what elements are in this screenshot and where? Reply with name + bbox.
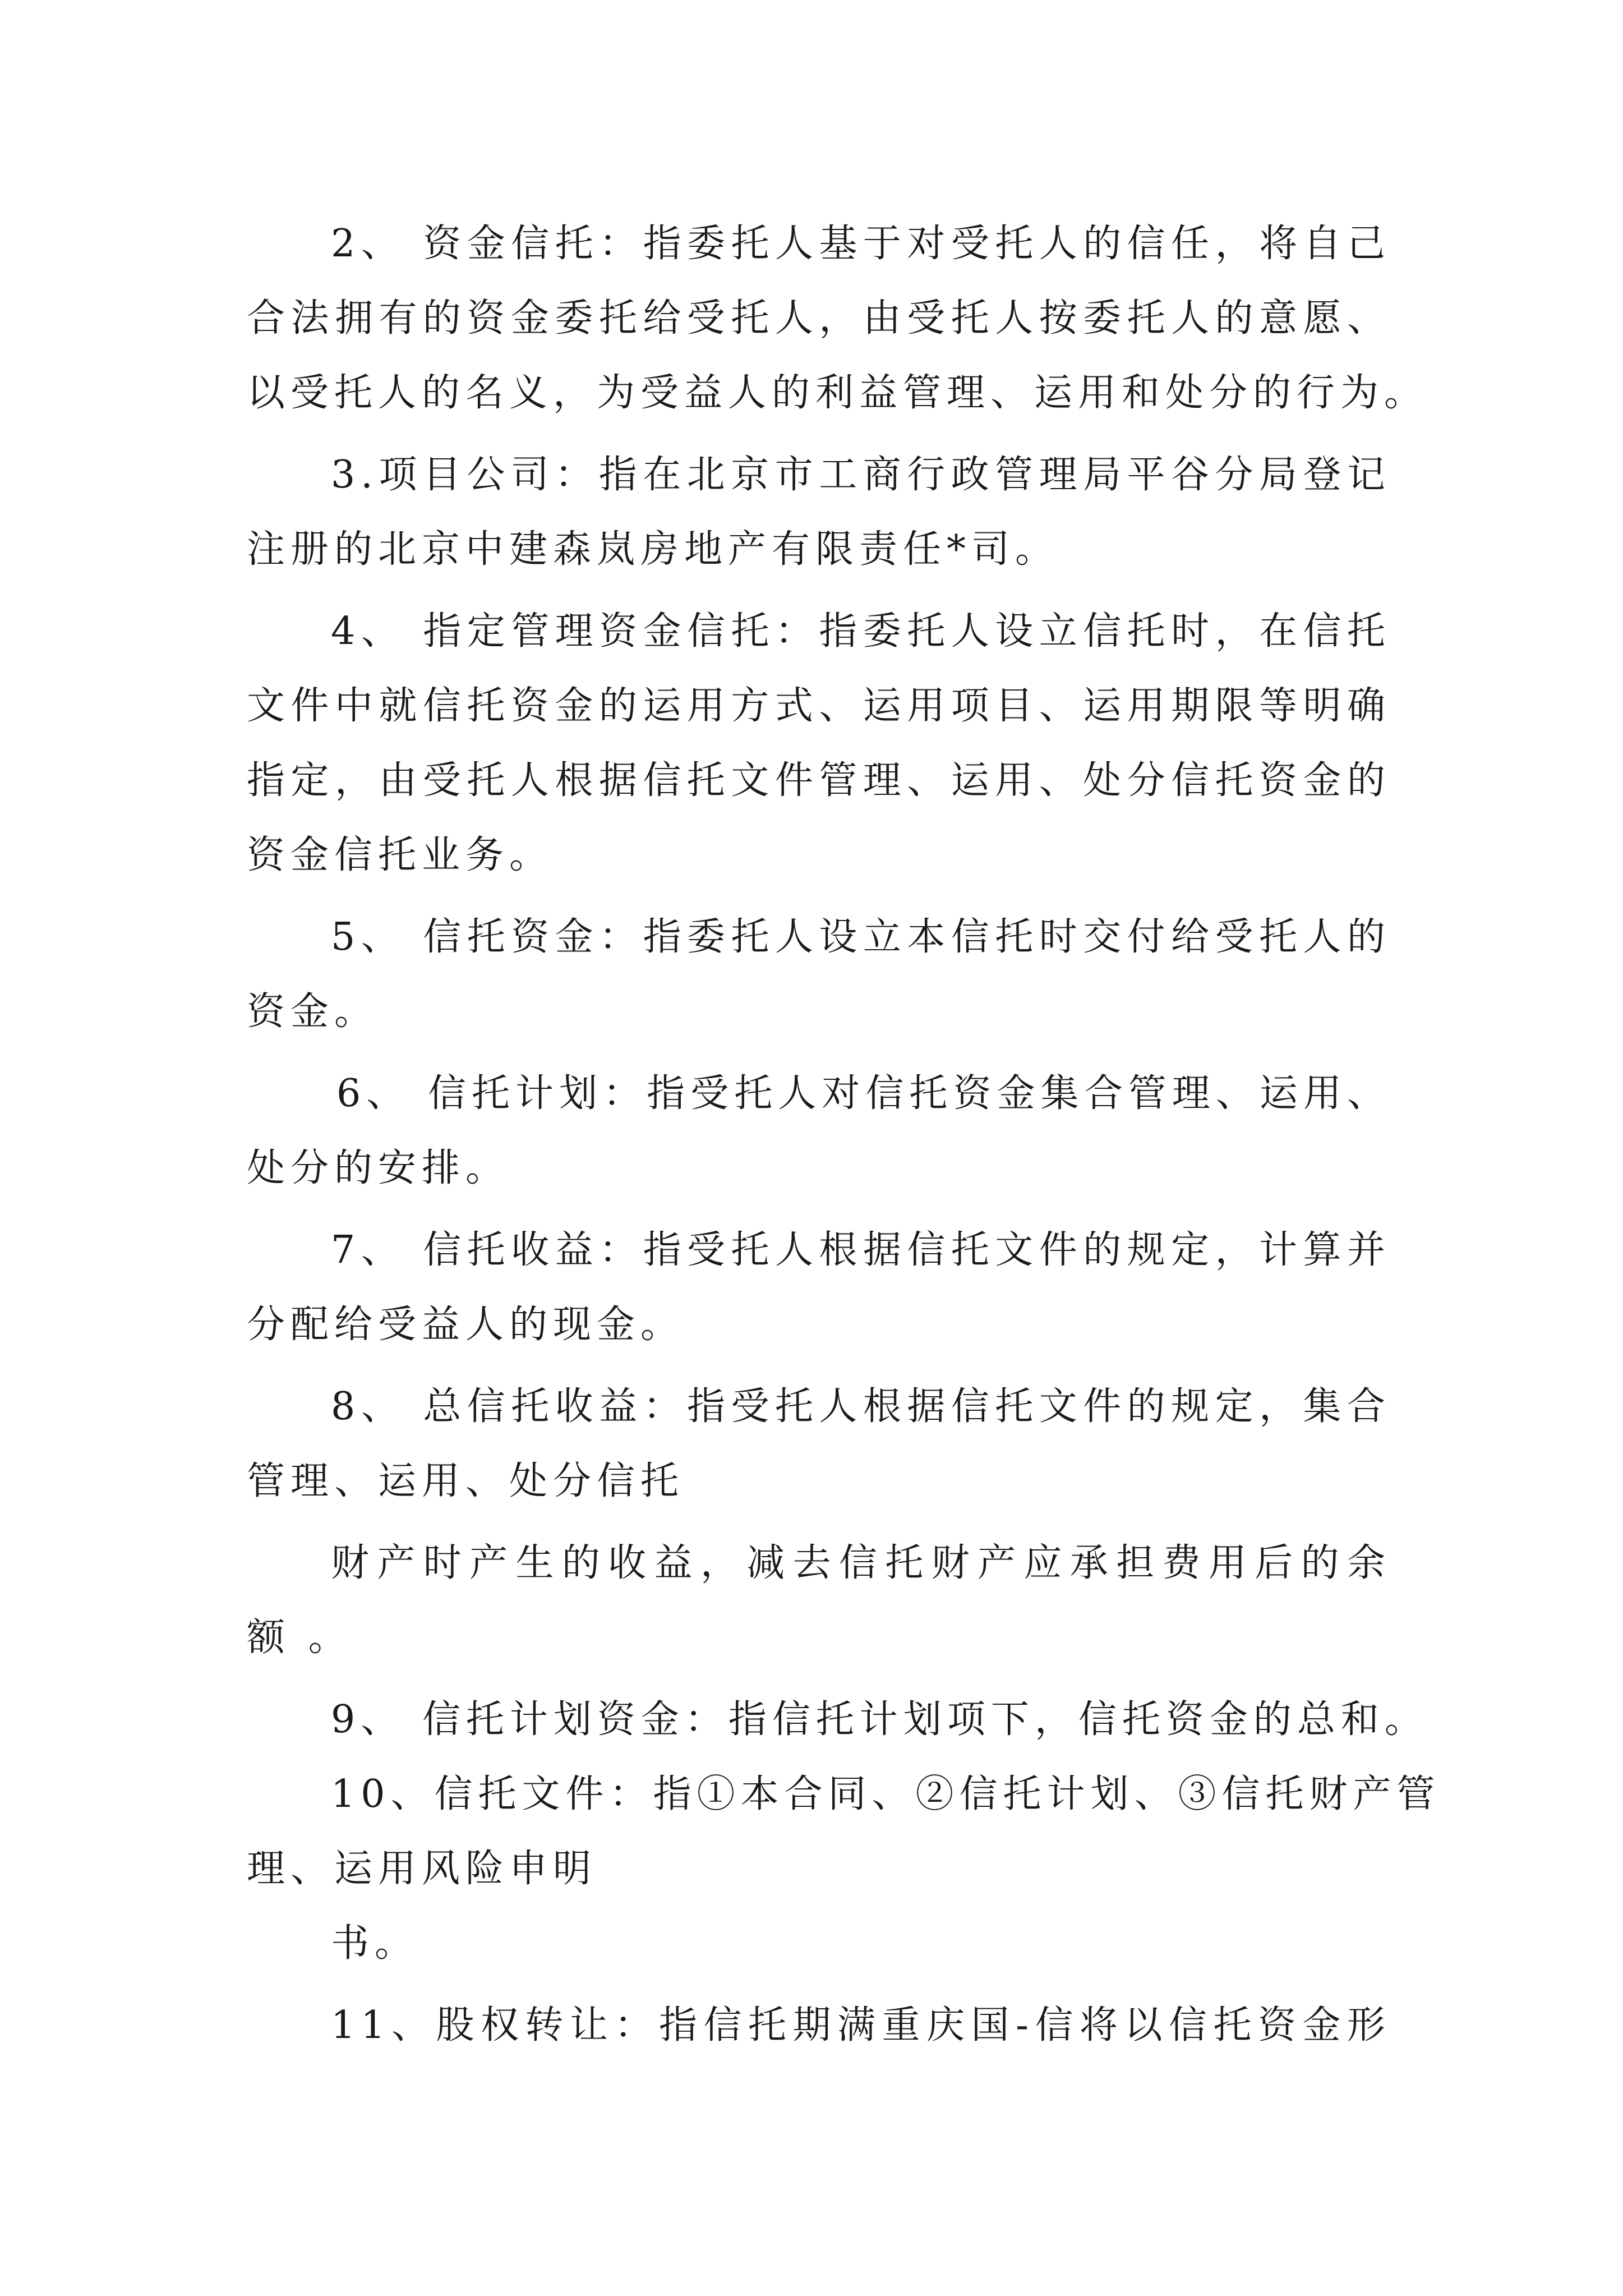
text-line: 8、 总信托收益：指受托人根据信托文件的规定，集合 — [331, 1384, 1391, 1429]
text-line: 处分的安排。 — [247, 1146, 510, 1190]
text-line: 4、 指定管理资金信托：指委托人设立信托时，在信托 — [331, 609, 1391, 654]
text-line: 额 。 — [247, 1616, 352, 1660]
text-line: 以受托人的名义，为受益人的利益管理、运用和处分的行为。 — [247, 371, 1428, 415]
text-line: 6、 信托计划：指受托人对信托资金集合管理、运用、 — [336, 1071, 1391, 1116]
text-line: 资金信托业务。 — [247, 833, 554, 877]
text-line: 2、 资金信托：指委托人基于对受托人的信任，将自己 — [331, 222, 1391, 266]
text-line: 7、 信托收益：指受托人根据信托文件的规定，计算并 — [331, 1228, 1391, 1272]
text-line: 注册的北京中建森岚房地产有限责任*司。 — [247, 527, 1059, 572]
text-line: 分配给受益人的现金。 — [247, 1303, 685, 1347]
text-line: 指定，由受托人根据信托文件管理、运用、处分信托资金的 — [247, 758, 1391, 803]
text-line: 理、运用风险申明 — [247, 1847, 597, 1891]
text-line: 书。 — [331, 1921, 419, 1966]
text-line: 10、信托文件：指①本合同、②信托计划、③信托财产管 — [331, 1772, 1441, 1816]
text-line: 文件中就信托资金的运用方式、运用项目、运用期限等明确 — [247, 684, 1391, 728]
text-line: 管理、运用、处分信托 — [247, 1459, 685, 1503]
text-line: 11、股权转让：指信托期满重庆国-信将以信托资金形 — [331, 2003, 1391, 2047]
text-line: 9、 信托计划资金：指信托计划项下，信托资金的总和。 — [331, 1697, 1428, 1742]
text-line: 财产时产生的收益，减去信托财产应承担费用后的余 — [331, 1541, 1391, 1585]
text-line: 资金。 — [247, 990, 379, 1034]
text-line: 5、 信托资金：指委托人设立本信托时交付给受托人的 — [331, 915, 1391, 959]
text-line: 合法拥有的资金委托给受托人，由受托人按委托人的意愿、 — [247, 296, 1391, 341]
text-line: 3.项目公司：指在北京市工商行政管理局平谷分局登记 — [331, 453, 1391, 497]
